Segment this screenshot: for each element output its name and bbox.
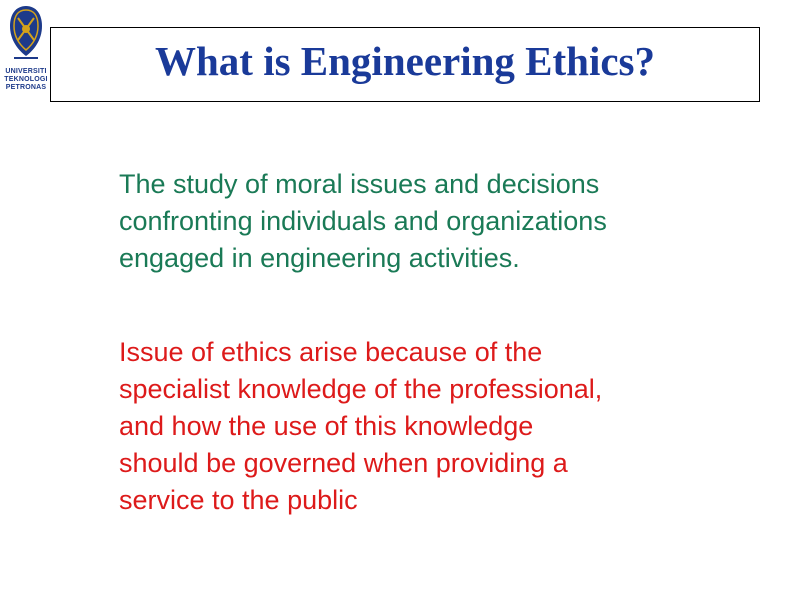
logo-line-3: PETRONAS: [5, 84, 47, 91]
university-crest-icon: [4, 4, 48, 70]
ethics-issue-paragraph: Issue of ethics arise because of the specialist knowledge of the professional, and how the use of this knowledge should be governed when providing a service to the public: [119, 337, 603, 515]
slide-title: What is Engineering Ethics?: [154, 38, 656, 84]
logo-line-1: UNIVERSITI: [5, 68, 47, 75]
title-box: [50, 27, 760, 102]
definition-paragraph: The study of moral issues and decisions confronting individuals and organizations engaged in engineering activities.: [119, 169, 607, 273]
logo-line-2: TEKNOLOGI: [4, 76, 48, 83]
university-logo: [4, 4, 48, 100]
